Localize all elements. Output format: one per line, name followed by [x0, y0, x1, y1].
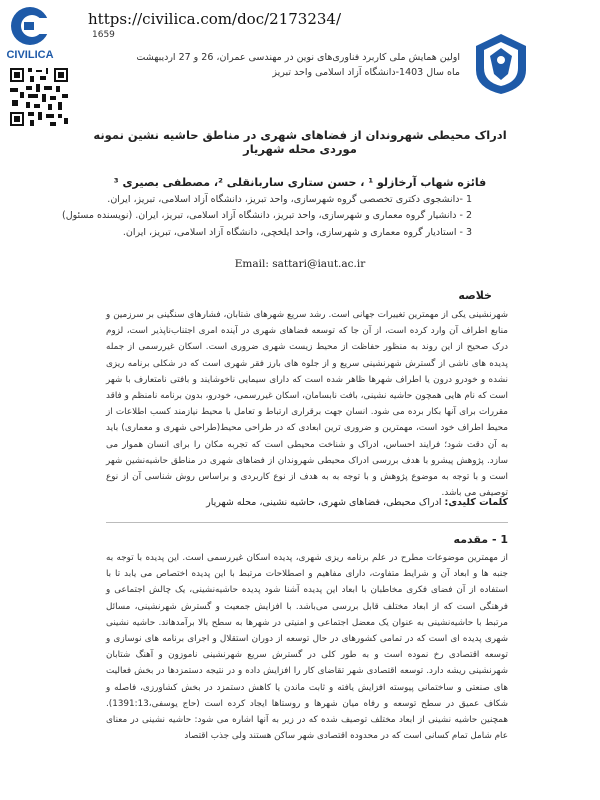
intro-heading: 1 - مقدمه [453, 533, 508, 546]
keywords-value: ادراک محیطی، فضاهای شهری، حاشیه نشینی، محله شهریار [206, 497, 442, 508]
intro-body: از مهمترین موضوعات مطرح در علم برنامه ریزی شهری، پدیده اسکان غیررسمی است. این پدیده با توجه به جنبه ها و ابعاد آن و شرایط متفاوت، دارای مفاهیم و اصطلاحات مرتبط با این پدیده اختصاص می یابد تا با استفاده از آن فضای فکری مخاطبان با ابعاد این پدیده آشنا شود پدیده حاشیه‌نشینی، یک چالش اجتماعی و فرهنگی است که از ابعاد مختلف قابل بررسی می‌باشد. با افزایش جمعیت و گسترش شهرنشینی، مسائل مرتبط با حاشیه‌نشینی به عنوان یک معضل اجتماعی و امنیتی در شهرها به سطح بالا برآمدهاند. حاشیه نشینی شهری پدیده ای است که در تمامی کشورهای در حال توسعه از دوران استقلال و اجرای برنامه های نوسازی و توسعه اقتصادی رخ نموده است و به طور کلی در گسترش سریع شهرنشینی ناموزون و آهنگ شتابان شهرنشینی ریشه دارد. توسعه اقتصادی شهر تقاضای کار را افزایش داده و در نتیجه دستمزدها در بخش فعالیت های صنعتی و ساختمانی پیوسته افزایش یافته و ثابت ماندن یا کاهش دستمزد در بخش کشاورزی، فاصله و شکاف عمیق در سطح توسعه و رفاه میان شهرها و روستاها ایجاد کرده است (حاج یوسفی،1391:13). همچنین حاشیه نشینی از ابعاد مختلف توصیف شده که در زیر به آنها اشاره می شود: حاشیه نشینی در معنای عام شامل تمام کسانی است که در محدوده اقتصادی شهر ساکن هستند ولی جذب اقتصاد [106, 553, 508, 742]
conference-header: اولین همایش ملی کاربرد فناوری‌های نوین در مهندسی عمران، 26 و 27 اردیبهشت ماه سال 1403-دانشگاه آزاد اسلامی واحد تبریز [136, 52, 460, 78]
divider [106, 522, 508, 523]
civilica-logo [2, 4, 58, 64]
abstract-body: شهرنشینی یکی از مهمترین تغییرات جهانی است. رشد سریع شهرهای شتابان، فشارهای سنگینی بر سرزمین و منابع اطراف آن وارد کرده است، از آن جا که توسعه فضاهای شهری در آینده امری اجتناب‌ناپذیر است، لزوم درک صحیح از این روند به منظور حفاظت از محیط زیست شهری ضروری است. اسکان غیررسمی از جمله پدیده های ناشی از گسترش شهرنشینی سریع و از جلوه های بارز فقر شهری است که در شکلی برنامه ریزی نشده و خودرو درون یا اطراف شهرها ظاهر شده است که دارای سیمایی ناخوشایند و بافتی نامتعارف با شهر است که نام هایی همچون حاشیه نشینی، بافت نابسامان، اسکان غیررسمی، خودرو، بدون برنامه نامنظم و فاقد مقررات برای آنها بکار برده می شود. انسان جهت برقراری ارتباط و تعامل با محیط نیازمند کسب اطلاعات از محیط اطراف خود است، مهمترین و ضروری ترین ابعادی که در طراحی محیط(طراحی شهری و معماری) باید به آن دقت شود؛ فرایند احساس، ادراک و شناخت محیطی است که تجربه مکان را برای انسان هموار می سازد. پژوهش پیشرو با هدف بررسی ادراک محیطی شهروندان از فضاهای شهری در مناطق حاشیه‌نشین شهر است و با توجه به موضوع پژوهش و با توجه به به هدف از نوع کاربردی و براساس روش شناسی آن از نوع توصیفی می باشد. [106, 310, 508, 499]
brand-text: CIVILICA [6, 49, 54, 61]
contact-email[interactable]: Email: sattari@iaut.ac.ir [234, 258, 366, 270]
document-url[interactable]: https://civilica.com/doc/2173234/ [88, 10, 342, 28]
university-logo [470, 30, 532, 98]
qr-code [8, 66, 70, 128]
affiliation-1: 1 -دانشجوی دکتری تخصصی گروه شهرسازی، واحد تبریز، دانشگاه آزاد اسلامی، تبریز، ایران. [107, 194, 472, 205]
keywords-label: کلمات کلیدی: [444, 497, 508, 508]
authors: فائزه شهاب آرخازلو ¹ ، حسن ستاری ساربانقلی ²، مصطفی بصیری ³ [113, 176, 487, 189]
paper-title: ادراک محیطی شهروندان از فضاهای شهری در مناطق حاشیه نشین نمونه موردی محله شهریار [93, 128, 507, 156]
affiliation-3: 3 - استادیار گروه معماری و شهرسازی، واحد ایلخچی، دانشگاه آزاد اسلامی، تبریز، ایران. [122, 227, 472, 238]
page-number: 1659 [92, 30, 115, 40]
abstract-heading: خلاصه [458, 289, 492, 302]
keywords-line [206, 497, 508, 508]
affiliation-2: 2 - دانشیار گروه معماری و شهرسازی، واحد تبریز، دانشگاه آزاد اسلامی، تبریز، ایران. (نویسنده مسئول) [62, 210, 472, 221]
